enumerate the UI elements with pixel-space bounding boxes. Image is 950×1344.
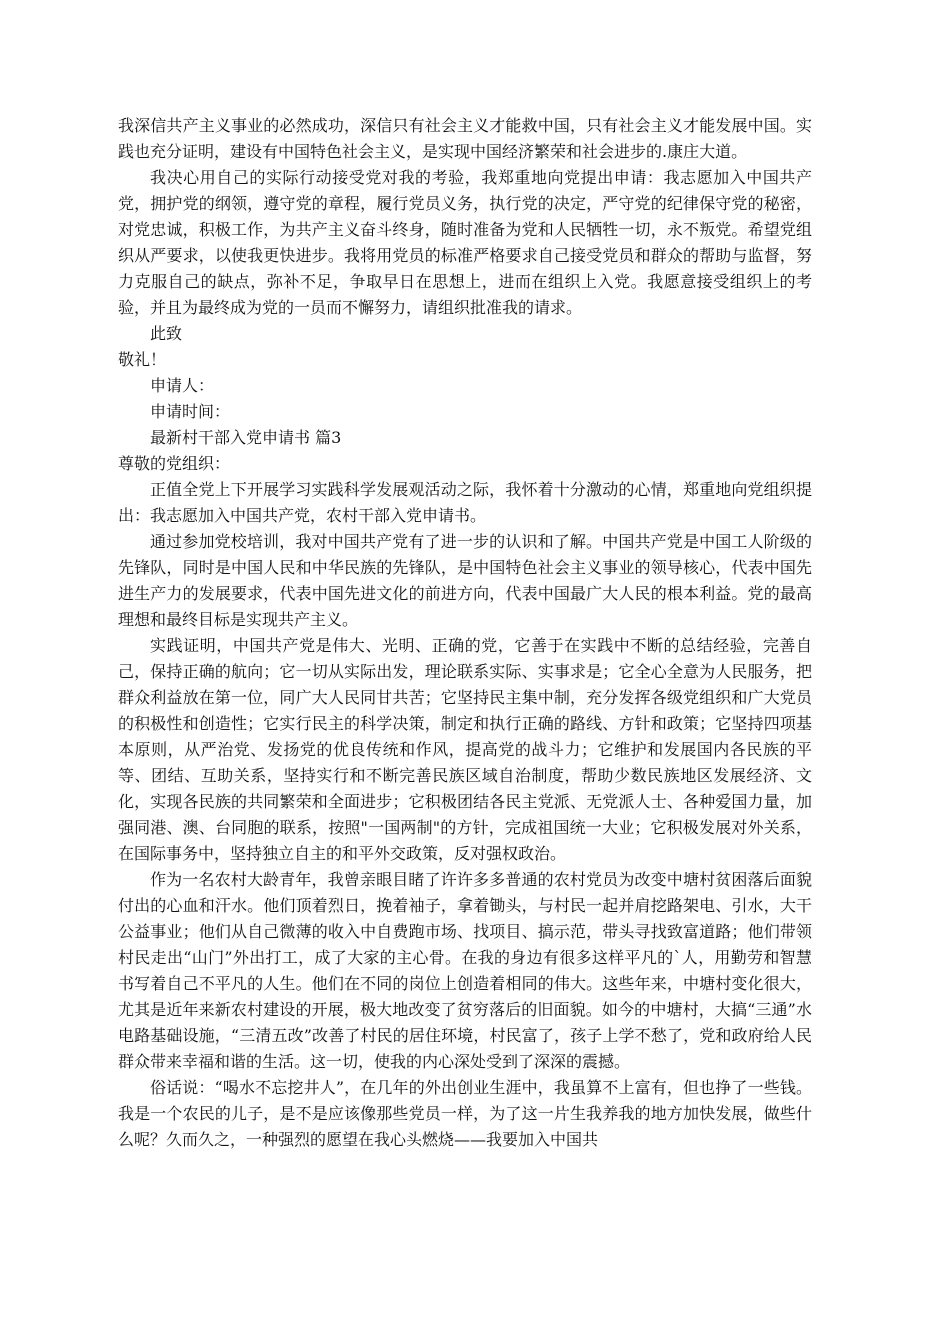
- document-body: [118, 113, 812, 1153]
- applicant-label: 申请人：: [150, 376, 215, 395]
- paragraph-understanding: 通过参加党校培训，我对中国共产党有了进一步的认识和了解。中国共产党是中国工人阶级的先锋队，同时是中国人民和中华民族的先锋队，是中国特色社会主义事业的领导核心，代表中国先进生产力的发展要求，代表中国先进文化的前进方向，代表中国最广大人民的根本利益。党的最高理想和最终目标是实现共产主义。: [118, 532, 812, 629]
- letter-greeting: 尊敬的党组织：: [118, 454, 231, 473]
- closing-salutation: 此致: [150, 324, 183, 343]
- paragraph-conviction: 我深信共产主义事业的必然成功，深信只有社会主义才能救中国，只有社会主义才能发展中国。实践也充分证明，建设有中国特色社会主义，是实现中国经济繁荣和社会进步的.康庄大道。: [118, 116, 812, 161]
- paragraph-rural-youth: 作为一名农村大龄青年，我曾亲眼目睹了许许多多普通的农村党员为改变中塘村贫困落后面貌付出的心血和汗水。他们顶着烈日，挽着袖子，拿着锄头，与村民一起并肩挖路架电、引水，大干公益事业；他们从自己微薄的收入中自费跑市场、找项目、搞示范，带头寻找致富道路；他们带领村民走出“山门”外出打工，成了大家的主心骨。在我的身边有很多这样平凡的`人，用勤劳和智慧书写着自己不平凡的人生。他们在不同的岗位上创造着相同的伟大。这些年来，中塘村变化很大，尤其是近年来新农村建设的开展，极大地改变了贫穷落后的旧面貌。如今的中塘村，大搞“三通”水电路基础设施，“三清五改”改善了村民的居住环境，村民富了，孩子上学不愁了，党和政府给人民群众带来幸福和谐的生活。这一切，使我的内心深处受到了深深的震撼。: [118, 870, 812, 1071]
- paragraph-proverb: 俗话说：“喝水不忘挖井人”，在几年的外出创业生涯中，我虽算不上富有，但也挣了一些钱。我是一个农民的儿子，是不是应该像那些党员一样，为了这一片生我养我的地方加快发展，做些什么呢？久而久之，一种强烈的愿望在我心头燃烧——我要加入中国共: [118, 1078, 812, 1149]
- paragraph-intro: 正值全党上下开展学习实践科学发展观活动之际，我怀着十分激动的心情，郑重地向党组织提出：我志愿加入中国共产党，农村干部入党申请书。: [118, 480, 812, 525]
- application-date-label: 申请时间：: [150, 402, 231, 421]
- paragraph-resolution: 我决心用自己的实际行动接受党对我的考验，我郑重地向党提出申请：我志愿加入中国共产党，拥护党的纲领，遵守党的章程，履行党员义务，执行党的决定，严守党的纪律保守党的秘密，对党忠诚，积极工作，为共产主义奋斗终身，随时准备为党和人民牺牲一切，永不叛党。希望党组织从严要求，以使我更快进步。我将用党员的标准严格要求自己接受党员和群众的帮助与监督，努力克服自己的缺点，弥补不足，争取早日在思想上，进而在组织上入党。我愿意接受组织上的考验，并且为最终成为党的一员而不懈努力，请组织批准我的请求。: [118, 168, 812, 317]
- closing-respect: 敬礼！: [118, 350, 167, 369]
- section-title: 最新村干部入党申请书 篇3: [150, 428, 342, 447]
- paragraph-practice-proves: 实践证明，中国共产党是伟大、光明、正确的党，它善于在实践中不断的总结经验，完善自己，保持正确的航向；它一切从实际出发，理论联系实际、实事求是；它全心全意为人民服务，把群众利益放在第一位，同广大人民同甘共苦；它坚持民主集中制，充分发挥各级党组织和广大党员的积极性和创造性；它实行民主的科学决策，制定和执行正确的路线、方针和政策；它坚持四项基本原则，从严治党、发扬党的优良传统和作风，提高党的战斗力；它维护和发展国内各民族的平等、团结、互助关系，坚持实行和不断完善民族区域自治制度，帮助少数民族地区发展经济、文化，实现各民族的共同繁荣和全面进步；它积极团结各民主党派、无党派人士、各种爱国力量，加强同港、澳、台同胞的联系，按照"一国两制"的方针，完成祖国统一大业；它积极发展对外关系，在国际事务中，坚持独立自主的和平外交政策，反对强权政治。: [118, 636, 812, 863]
